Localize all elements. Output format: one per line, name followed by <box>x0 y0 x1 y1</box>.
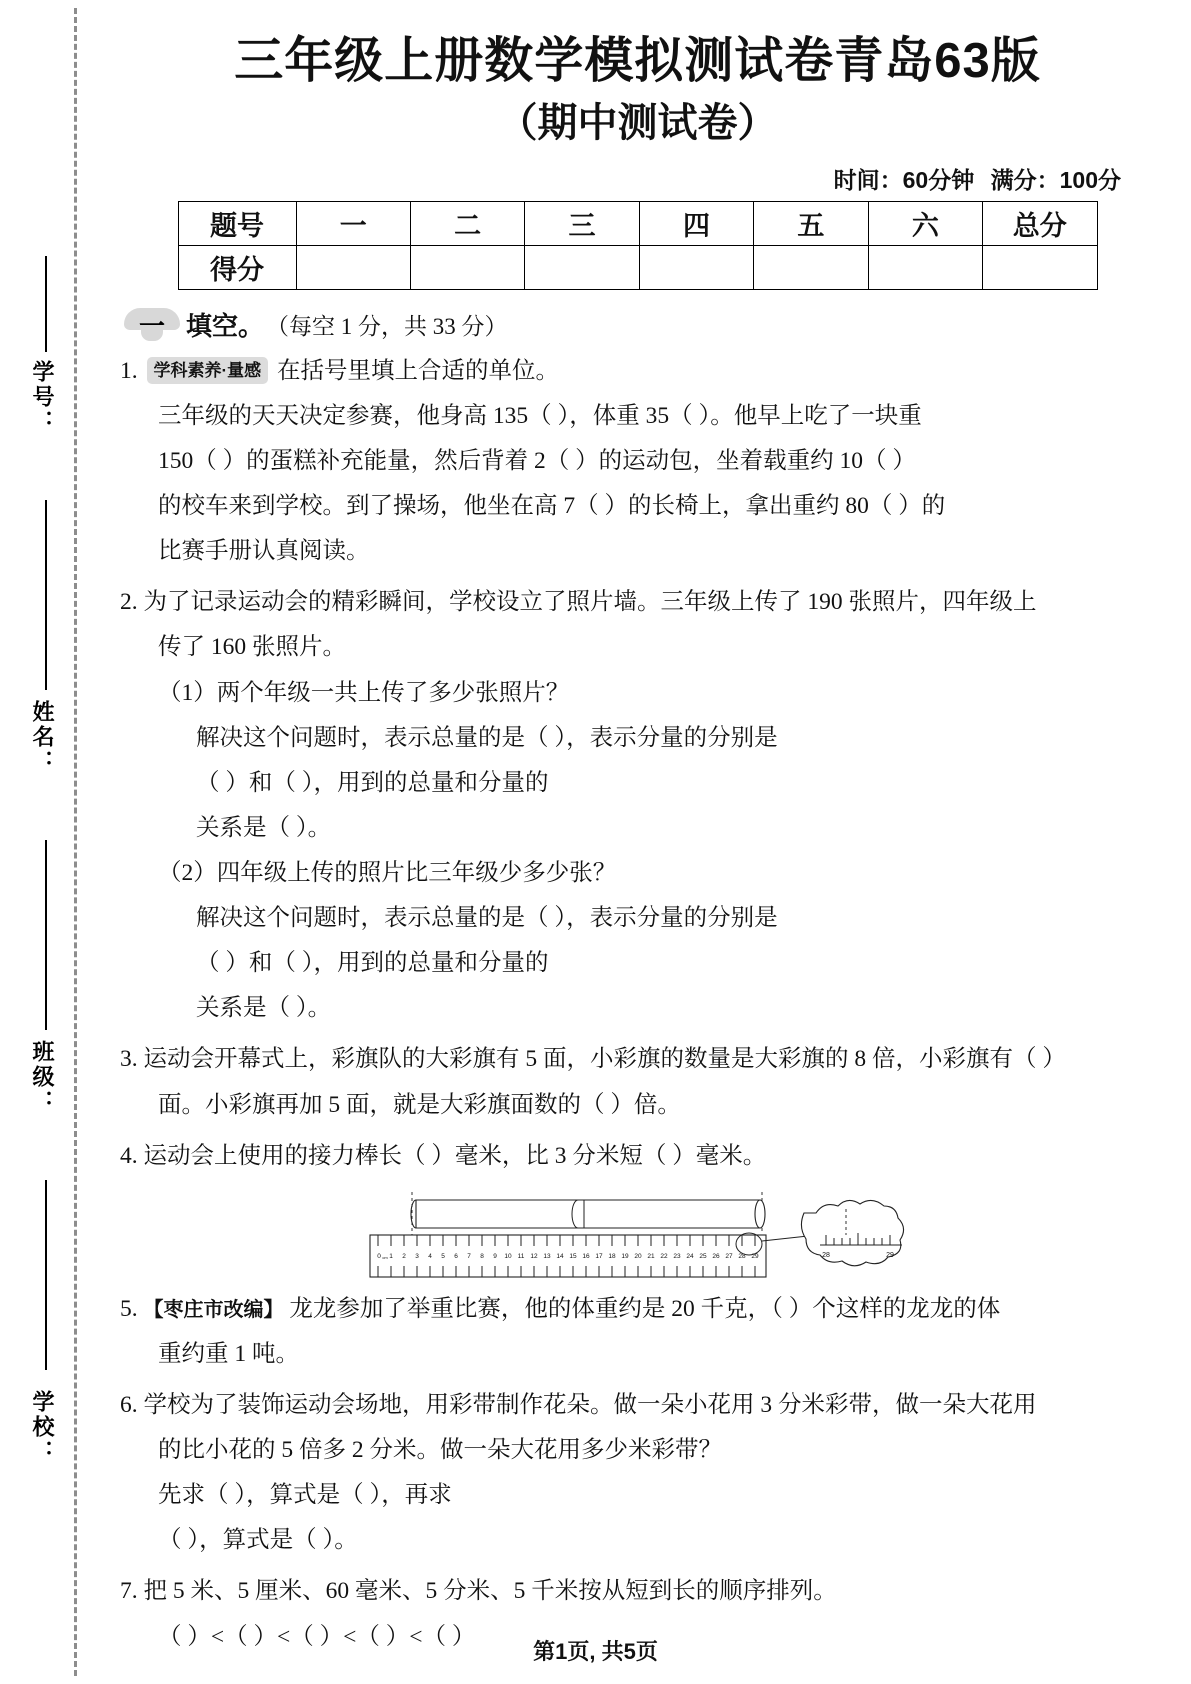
margin-label-school: 学校： <box>30 1390 55 1465</box>
score-table-header-cell: 题号 <box>178 201 296 245</box>
margin-divider <box>45 1180 47 1370</box>
bubble-label-28: 28 <box>821 1251 830 1259</box>
margin-divider <box>45 840 47 1030</box>
section-number: 一 <box>138 310 165 341</box>
question-6-text: 学校为了装饰运动会场地，用彩带制作花朵。做一朵小花用 3 分米彩带，做一朵大花用 <box>143 1391 1037 1418</box>
question-7-number: 7. <box>120 1578 138 1605</box>
svg-text:11: 11 <box>517 1252 524 1260</box>
mushroom-badge-icon <box>124 306 180 342</box>
question-2-sub-2-line-1: 解决这个问题时，表示总量的是（ ），表示分量的分别是 <box>196 905 778 932</box>
question-1-prompt: 在括号里填上合适的单位。 <box>277 357 560 384</box>
question-2-line-2: 传了 160 张照片。 <box>158 634 346 661</box>
score-table-row-label: 得分 <box>178 245 296 289</box>
svg-text:25: 25 <box>698 1252 707 1260</box>
svg-text:4: 4 <box>427 1252 432 1260</box>
score-table-header-cell: 四 <box>639 201 753 245</box>
exam-meta <box>120 162 1121 195</box>
question-1-prompt-line <box>120 349 1155 394</box>
svg-text:2: 2 <box>401 1252 406 1260</box>
baton-right-cap <box>755 1200 765 1228</box>
question-2-sub-1-line-3: 关系是（ ）。 <box>196 814 332 841</box>
question-4-number: 4. <box>120 1142 138 1169</box>
question-2-sub-1-label: （1）两个年级一共上传了多少张照片？ <box>158 679 570 706</box>
question-2-sub-1-line-1: 解决这个问题时，表示总量的是（ ），表示分量的分别是 <box>196 724 778 751</box>
question-2 <box>120 580 1155 1031</box>
question-3-line-2: 面。小彩旗再加 5 面，就是大彩旗面数的（ ）倍。 <box>158 1091 681 1118</box>
question-5-text: 龙龙参加了举重比赛，他的体重约是 20 千克，（ ）个这样的龙龙的体 <box>289 1295 1001 1322</box>
score-table-header-cell: 总分 <box>983 201 1097 245</box>
svg-text:3: 3 <box>414 1252 419 1260</box>
svg-text:9: 9 <box>492 1252 497 1260</box>
question-6-line-2: 的比小花的 5 倍多 2 分米。做一朵大花用多少米彩带？ <box>158 1437 722 1464</box>
question-3-line-1 <box>120 1037 1155 1082</box>
svg-text:14: 14 <box>555 1252 564 1260</box>
svg-text:19: 19 <box>620 1252 629 1260</box>
question-4-line-1 <box>120 1134 1155 1179</box>
question-3 <box>120 1037 1155 1127</box>
question-2-sub-2-label: （2）四年级上传的照片比三年级少多少张？ <box>158 859 617 886</box>
score-input-cell[interactable] <box>296 245 410 289</box>
svg-text:cm: cm <box>381 1254 388 1260</box>
question-3-number: 3. <box>120 1046 138 1073</box>
svg-text:10: 10 <box>503 1252 512 1260</box>
question-7-line-2: （ ）<（ ）<（ ）<（ ）<（ ） <box>158 1623 476 1650</box>
page-footer: 第1页, 共5页 <box>533 1639 658 1664</box>
exam-page <box>92 0 1191 1684</box>
question-5-line-2: 重约重 1 吨。 <box>158 1340 299 1367</box>
question-6 <box>120 1383 1155 1563</box>
question-4-figure <box>120 1189 1155 1281</box>
question-5-number: 5. <box>120 1295 138 1322</box>
svg-text:27: 27 <box>724 1252 733 1260</box>
question-2-text: 为了记录运动会的精彩瞬间，学校设立了照片墙。三年级上传了 190 张照片，四年级上 <box>143 589 1037 616</box>
svg-text:1: 1 <box>388 1252 393 1260</box>
margin-label-class: 班级： <box>30 1040 55 1115</box>
dashed-cut-line <box>74 8 77 1676</box>
table-row <box>178 245 1097 289</box>
magnifier-leader-line <box>762 1236 808 1241</box>
exam-total-label: 满分：100分 <box>990 166 1121 193</box>
question-6-line-4: （ ），算式是（ ）。 <box>158 1527 358 1554</box>
section-title: 填空。 <box>186 310 265 341</box>
question-5-line-1 <box>120 1287 1155 1332</box>
section-header-fill-in-blanks <box>124 306 1155 343</box>
score-table-header-cell: 二 <box>410 201 524 245</box>
question-1-line-4: 比赛手册认真阅读。 <box>158 538 370 565</box>
competency-tag: 学科素养·量感 <box>147 357 269 385</box>
question-1-number: 1. <box>120 357 138 384</box>
question-4-text: 运动会上使用的接力棒长（ ）毫米，比 3 分米短（ ）毫米。 <box>143 1142 767 1169</box>
svg-text:29: 29 <box>750 1252 759 1260</box>
svg-text:22: 22 <box>659 1252 668 1260</box>
svg-text:0: 0 <box>376 1252 381 1260</box>
svg-text:24: 24 <box>685 1252 694 1260</box>
svg-text:12: 12 <box>529 1252 538 1260</box>
question-1-line-1: 三年级的天天决定参赛，他身高 135（ ），体重 35（ ）。他早上吃了一块重 <box>158 402 922 429</box>
svg-text:16: 16 <box>581 1252 590 1260</box>
margin-strip <box>0 0 92 1684</box>
svg-text:20: 20 <box>633 1252 642 1260</box>
margin-label-student-id: 学号： <box>30 360 55 435</box>
svg-text:7: 7 <box>466 1252 471 1260</box>
table-row <box>178 201 1097 245</box>
margin-label-name: 姓名： <box>30 700 55 775</box>
question-2-sub-1-line-2: （ ）和（ ），用到的总量和分量的 <box>196 769 549 796</box>
question-2-line-1 <box>120 580 1155 625</box>
page-subtitle: （期中测试卷） <box>497 100 778 145</box>
score-input-cell[interactable] <box>983 245 1097 289</box>
question-3-text: 运动会开幕式上，彩旗队的大彩旗有 5 面，小彩旗的数量是大彩旗的 8 倍，小彩旗有（ ） <box>143 1046 1066 1073</box>
margin-divider <box>45 256 47 352</box>
svg-text:28: 28 <box>737 1252 746 1260</box>
score-input-cell[interactable] <box>525 245 639 289</box>
svg-text:21: 21 <box>646 1252 655 1260</box>
relay-baton-ruler-diagram <box>368 1189 908 1281</box>
section-points: （每空 1 分，共 33 分） <box>266 313 508 339</box>
page-title: 三年级上册数学模拟测试卷青岛63版 <box>234 34 1041 88</box>
question-5 <box>120 1287 1155 1377</box>
baton-body <box>416 1200 760 1228</box>
svg-text:17: 17 <box>594 1252 603 1260</box>
question-6-line-1 <box>120 1383 1155 1428</box>
svg-text:5: 5 <box>440 1252 445 1260</box>
question-2-sub-2-line-3: 关系是（ ）。 <box>196 995 332 1022</box>
question-1-line-3: 的校车来到学校。到了操场，他坐在高 7（ ）的长椅上，拿出重约 80（ ）的 <box>158 493 946 520</box>
svg-text:13: 13 <box>542 1252 551 1260</box>
score-input-cell[interactable] <box>754 245 868 289</box>
question-2-sub-2-line-2: （ ）和（ ），用到的总量和分量的 <box>196 950 549 977</box>
question-6-number: 6. <box>120 1391 138 1418</box>
question-1 <box>120 349 1155 575</box>
bubble-label-29: 29 <box>885 1251 894 1259</box>
region-tag: 【枣庄市改编】 <box>143 1298 284 1321</box>
svg-text:6: 6 <box>453 1252 458 1260</box>
question-7-text: 把 5 米、5 厘米、60 毫米、5 分米、5 千米按从短到长的顺序排列。 <box>143 1578 837 1605</box>
score-table-header-cell: 六 <box>868 201 982 245</box>
score-table-header-cell: 五 <box>754 201 868 245</box>
question-2-number: 2. <box>120 589 138 616</box>
exam-time-label: 时间：60分钟 <box>833 166 975 193</box>
margin-divider <box>45 500 47 690</box>
score-table-header-cell: 一 <box>296 201 410 245</box>
score-table <box>178 201 1098 290</box>
score-table-header-cell: 三 <box>525 201 639 245</box>
score-input-cell[interactable] <box>868 245 982 289</box>
question-7-line-1 <box>120 1569 1155 1614</box>
question-1-line-2: 150（ ）的蛋糕补充能量，然后背着 2（ ）的运动包，坐着载重约 10（ ） <box>158 447 916 474</box>
svg-text:8: 8 <box>479 1252 484 1260</box>
svg-text:23: 23 <box>672 1252 681 1260</box>
score-input-cell[interactable] <box>639 245 753 289</box>
score-input-cell[interactable] <box>410 245 524 289</box>
question-6-line-3: 先求（ ），算式是（ ），再求 <box>158 1482 452 1509</box>
svg-text:26: 26 <box>711 1252 720 1260</box>
svg-text:18: 18 <box>607 1252 616 1260</box>
question-4 <box>120 1134 1155 1179</box>
svg-text:15: 15 <box>568 1252 577 1260</box>
